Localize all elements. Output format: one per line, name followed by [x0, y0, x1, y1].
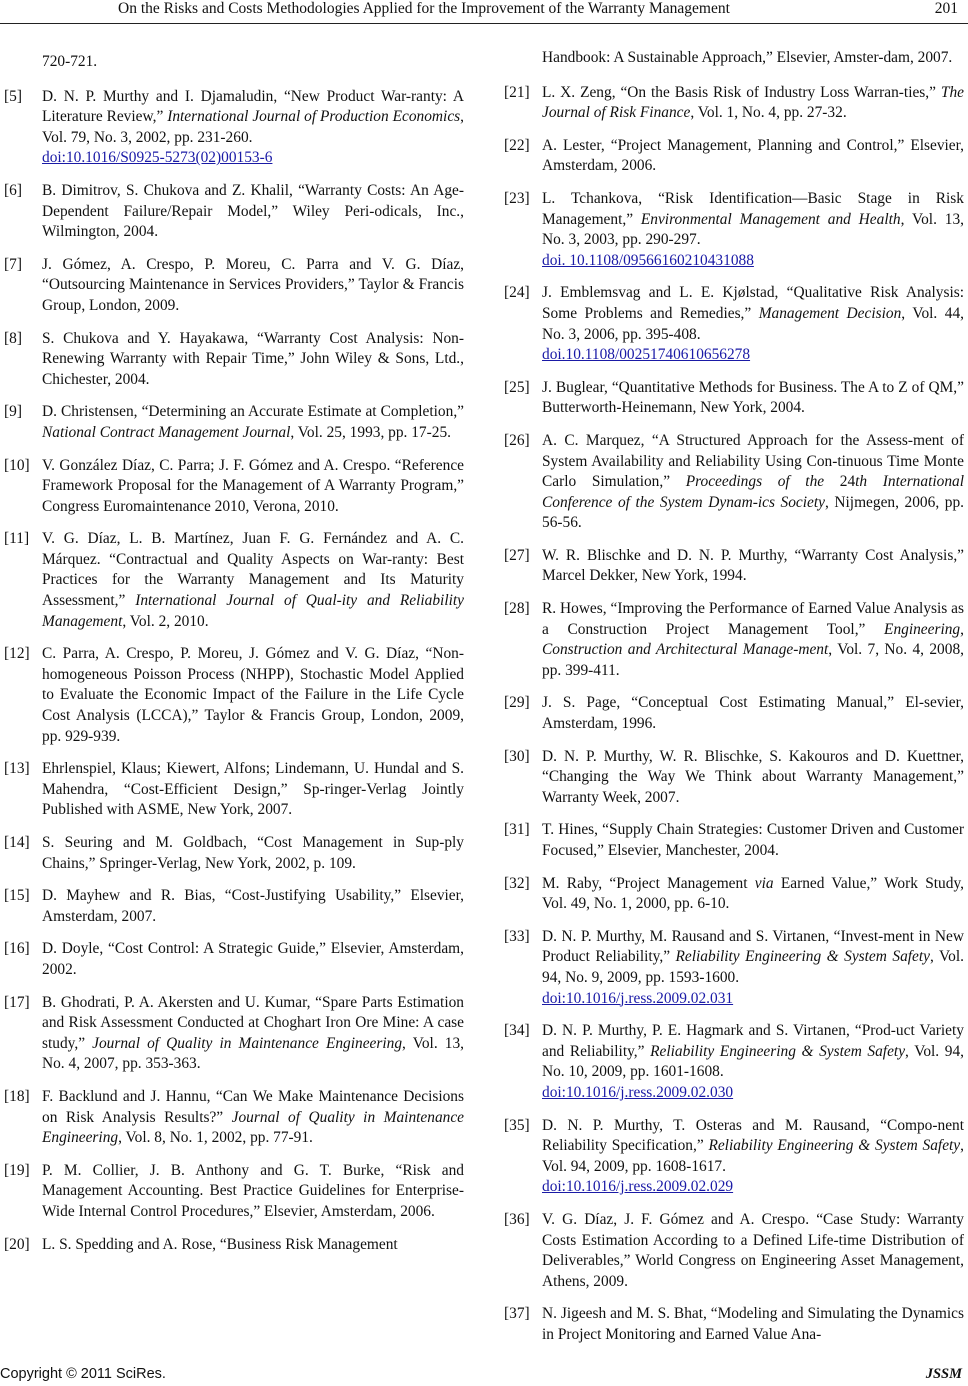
reference-text-segment: , Vol. 2, 2010.	[122, 612, 209, 630]
reference-text-segment: D. N. P. Murthy, P. E. Hagmark and S. Virtanen, “Prod-uct Variety and Reliability,”	[542, 1022, 964, 1060]
reference-number: [10]	[4, 456, 30, 474]
reference-text	[542, 1022, 964, 1080]
reference-text-segment: , Vol. 25, 1993, pp. 17-25.	[290, 423, 451, 441]
reference-number: [30]	[504, 747, 530, 765]
reference-text-segment: P. M. Collier, J. B. Anthony and G. T. Burke, “Risk and Management Accounting. Best Practice Guidelines for Enterprise-Wide Internal Control Procedures,” Elsevier, Amsterdam, 2006.	[42, 1161, 464, 1220]
reference-entry	[504, 48, 964, 69]
header-rule	[0, 23, 968, 24]
reference-entry	[4, 181, 464, 243]
reference-text	[42, 53, 97, 70]
reference-text-segment: D. N. P. Murthy, T. Osteras and M. Rausand, “Compo-nent Reliability Specification,”	[542, 1116, 964, 1155]
reference-number: [8]	[4, 329, 22, 347]
reference-number: [26]	[504, 431, 530, 449]
reference-text-segment: D. Christensen, “Determining an Accurate Estimate at Completion,”	[42, 403, 464, 421]
doi-link[interactable]: doi.10.1108/00251740610656278	[542, 346, 751, 364]
reference-text	[42, 256, 464, 314]
reference-text	[42, 457, 464, 515]
reference-entry	[504, 1116, 964, 1198]
reference-text-segment: J. Emblemsvag and L. E. Kjølstad, “Qualitative Risk Analysis: Some Problems and Remedies,”	[542, 284, 964, 322]
reference-text-segment: F. Backlund and J. Hannu, “Can We Make Maintenance Decisions on Risk Analysis Results?”	[42, 1087, 464, 1126]
reference-text-segment: J. Buglear, “Quantitative Methods for Business. The A to Z of QM,” Butterworth-Heinemann, New York, 2004.	[542, 378, 964, 417]
reference-text-segment: T. Hines, “Supply Chain Strategies: Customer Driven and Customer Focused,” Elsevier, Manchester, 2004.	[542, 821, 964, 859]
reference-number: [20]	[4, 1235, 30, 1253]
reference-number: [22]	[504, 136, 530, 154]
reference-entry	[504, 83, 964, 124]
reference-text	[42, 403, 464, 441]
reference-text-segment: D. Doyle, “Cost Control: A Strategic Guide,” Elsevier, Amsterdam, 2002.	[42, 940, 464, 978]
reference-text	[542, 821, 964, 859]
reference-text-segment: C. Parra, A. Crespo, P. Moreu, J. Gómez and V. G. Díaz, “Non-homogeneous Poisson Process (NHPP), Stochastic Model Applied to Evaluate the Economic Impact of the Failure in the Life Cycle Cost Analysis (LCCA),” Taylor & Francis Group, London, 2009, pp. 929-939.	[42, 645, 464, 745]
reference-text-segment: , Vol. 1, No. 4, pp. 27-32.	[690, 104, 847, 122]
reference-number: [7]	[4, 255, 22, 273]
reference-text-segment: , Vol. 94, No. 10, 2009, pp. 1601-1608.	[542, 1042, 964, 1081]
reference-number: [37]	[504, 1305, 530, 1323]
reference-text-segment: Handbook: A Sustainable Approach,” Elsevier, Amster-dam, 2007.	[542, 49, 953, 66]
doi-link[interactable]: doi:10.1016/j.ress.2009.02.030	[542, 1083, 734, 1101]
reference-number: [11]	[4, 530, 30, 548]
reference-text	[542, 379, 964, 417]
reference-text-segment: D. N. P. Murthy, W. R. Blischke, S. Kakouros and D. Kuettner, “Changing the Way We Think about Warranty Management,” Warranty Week, 2007.	[542, 747, 964, 806]
journal-abbrev: JSSM	[925, 1366, 962, 1382]
reference-text-segment: L. Tchankova, “Risk Identification—Basic Stage in Risk Management,”	[542, 189, 964, 228]
reference-text-segment: 24	[824, 473, 856, 491]
running-title: On the Risks and Costs Methodologies Applied for the Improvement of the Warranty Management	[118, 0, 730, 17]
reference-entry	[4, 456, 464, 518]
reference-text-segment: B. Dimitrov, S. Chukova and Z. Khalil, “Warranty Costs: An Age-Dependent Failure/Repair Model,” Wiley Peri-odicals, Inc., Wilmington, 2004.	[42, 181, 464, 241]
reference-text	[542, 137, 964, 175]
reference-text-segment: A. C. Marquez, “A Structured Approach for the Assess-ment of System Availability and Reliability Using Con-tinuous Time Monte Carlo Simulation,”	[542, 431, 964, 491]
reference-text	[42, 940, 464, 978]
reference-entry	[504, 874, 964, 915]
reference-text-segment: , Vol. 13, No. 4, 2007, pp. 353-363.	[42, 1034, 464, 1073]
reference-entry	[504, 820, 964, 861]
reference-entry	[4, 87, 464, 169]
reference-text	[42, 994, 464, 1073]
reference-text	[42, 760, 464, 818]
doi-link[interactable]: doi:10.1016/j.ress.2009.02.029	[542, 1178, 734, 1196]
reference-text-segment: J. S. Page, “Conceptual Cost Estimating Manual,” El-sevier, Amsterdam, 1996.	[542, 694, 964, 733]
reference-entry	[4, 1235, 464, 1256]
reference-text-segment: , Vol. 79, No. 3, 2002, pp. 231-260.	[42, 108, 465, 146]
doi-link[interactable]: doi:10.1016/j.ress.2009.02.031	[542, 989, 734, 1007]
reference-entry	[504, 283, 964, 365]
reference-entry	[4, 1087, 464, 1149]
reference-text-segment: , Vol. 7, No. 4, 2008, pp. 399-411.	[542, 641, 964, 679]
reference-number: [23]	[504, 189, 530, 207]
reference-italic-text: via	[754, 874, 774, 892]
reference-text-segment: M. Raby, “Project Management	[542, 874, 755, 892]
reference-number: [31]	[504, 821, 530, 839]
reference-italic-text: International Journal of Production Economics	[167, 108, 461, 126]
reference-text	[42, 88, 464, 146]
reference-text	[542, 190, 964, 248]
doi-link[interactable]: doi:10.1016/S0925-5273(02)00153-6	[42, 149, 273, 167]
reference-number: [5]	[4, 87, 22, 105]
references-left-column	[4, 52, 464, 1267]
reference-entry	[4, 402, 464, 443]
reference-text	[542, 284, 964, 342]
reference-text	[42, 645, 464, 744]
reference-number: [29]	[504, 694, 530, 712]
reference-text-segment: V. G. Díaz, L. B. Martínez, Juan F. G. Fernández and A. C. Márquez. “Contractual and Quality Aspects on War-ranty: Best Practices for the Warranty Management and Its Maturity Assessment,”	[42, 530, 464, 610]
reference-italic-text: Construction and Architectural Manage-ment	[542, 641, 829, 659]
reference-number: [25]	[504, 378, 530, 396]
reference-entry	[4, 833, 464, 874]
reference-italic-text: Reliability Engineering & System Safety	[708, 1137, 961, 1155]
reference-text-segment: , Nijmegen, 2006, pp. 56-56.	[542, 493, 965, 532]
reference-italic-text: Journal of Quality in Maintenance Engineering	[42, 1108, 465, 1147]
reference-italic-text: International Journal of Qual-ity and Reliability Management	[42, 592, 464, 630]
reference-text	[542, 1305, 964, 1343]
reference-text-segment: Ehrlenspiel, Klaus; Kiewert, Alfons; Lindemann, U. Hundal and S. Mahendra, “Cost-Efficient Design,” Sp-ringer-Verlag Jointly Published with ASME, New York, 2007.	[42, 760, 464, 819]
reference-text-segment: , Vol. 13, No. 3, 2003, pp. 290-297.	[542, 210, 964, 249]
reference-entry	[4, 529, 464, 632]
reference-entry	[504, 599, 964, 681]
reference-number: [15]	[4, 887, 30, 905]
reference-text	[542, 1117, 964, 1175]
reference-text	[542, 1211, 964, 1290]
reference-text-segment: N. Jigeesh and M. S. Bhat, “Modeling and Simulating the Dynamics in Project Monitoring and Earned Value Ana-	[542, 1305, 964, 1343]
reference-number: [6]	[4, 181, 22, 199]
reference-number: [14]	[4, 834, 30, 851]
reference-number: [24]	[504, 284, 530, 302]
reference-text-segment: L. X. Zeng, “On the Basis Risk of Industry Loss Warran-ties,”	[542, 83, 941, 101]
reference-text	[542, 875, 964, 913]
reference-text-segment: , Vol. 94, No. 9, 2009, pp. 1593-1600.	[542, 948, 964, 986]
reference-text	[542, 84, 964, 122]
reference-entry	[504, 189, 964, 271]
reference-text-segment: D. Mayhew and R. Bias, “Cost-Justifying Usability,” Elsevier, Amsterdam, 2007.	[42, 887, 464, 925]
reference-entry	[504, 378, 964, 419]
reference-text	[542, 928, 964, 986]
reference-text	[42, 530, 464, 629]
reference-italic-text: th International Conference of the System Dynam-ics Society	[542, 473, 964, 511]
reference-number: [32]	[504, 874, 530, 892]
reference-italic-text: Journal of Quality in Maintenance Engineering	[92, 1034, 403, 1052]
reference-text	[542, 694, 964, 732]
reference-number: [18]	[4, 1087, 30, 1105]
reference-entry	[4, 329, 464, 391]
reference-text	[42, 1088, 464, 1146]
reference-number: [36]	[504, 1210, 530, 1228]
reference-text	[542, 547, 964, 585]
reference-text	[42, 1236, 398, 1253]
reference-number: [17]	[4, 993, 30, 1011]
reference-text	[542, 432, 964, 531]
reference-entry	[4, 52, 464, 73]
reference-text-segment: J. Gómez, A. Crespo, P. Moreu, C. Parra and V. G. Díaz, “Outsourcing Maintenance in Services Providers,” Taylor & Francis Group, London, 2009.	[42, 255, 464, 314]
reference-text-segment: R. Howes, “Improving the Performance of Earned Value Analysis as a Construction Project Management Tool,”	[542, 600, 964, 638]
reference-entry	[504, 431, 964, 534]
reference-entry	[504, 546, 964, 587]
reference-entry	[504, 747, 964, 809]
reference-number: [34]	[504, 1022, 530, 1040]
reference-number: [13]	[4, 760, 30, 778]
page-number: 201	[934, 0, 958, 17]
reference-text-segment: , Vol. 94, 2009, pp. 1608-1617.	[542, 1137, 964, 1175]
reference-italic-text: Proceedings of the	[685, 473, 825, 491]
reference-number: [12]	[4, 645, 30, 663]
reference-text-segment: D. N. P. Murthy, M. Rausand and S. Virtanen, “Invest-ment in New Product Reliability,”	[542, 927, 964, 966]
reference-text	[542, 600, 964, 679]
reference-entry	[504, 1304, 964, 1345]
reference-text	[42, 1162, 464, 1220]
reference-entry	[4, 644, 464, 747]
reference-entry	[504, 1210, 964, 1292]
reference-text-segment: ,	[960, 620, 964, 638]
reference-entry	[4, 759, 464, 821]
running-header	[0, 0, 968, 22]
reference-number: [28]	[504, 600, 530, 618]
reference-text-segment: V. G. Díaz, J. F. Gómez and A. Crespo. “Case Study: Warranty Costs Estimation According to a Defined Life-time Distribution of Deliverables,” World Congress on Engineering Asset Management, Athens, 2009.	[542, 1210, 964, 1290]
reference-text-segment: W. R. Blischke and D. N. P. Murthy, “Warranty Cost Analysis,” Marcel Dekker, New York, 1994.	[542, 546, 964, 585]
reference-number: [19]	[4, 1161, 30, 1179]
reference-text-segment: D. N. P. Murthy and I. Djamaludin, “New Product War-ranty: A Literature Review,”	[42, 87, 464, 126]
reference-italic-text: National Contract Management Journal	[42, 423, 291, 441]
reference-text-segment: S. Seuring and M. Goldbach, “Cost Management in Sup-ply Chains,” Springer-Verlag, New York, 2002, p. 109.	[42, 834, 464, 872]
reference-number: [21]	[504, 83, 530, 101]
reference-text-segment: S. Chukova and Y. Hayakawa, “Warranty Cost Analysis: Non-Renewing Warranty with Repair Time,” John Wiley & Sons, Ltd., Chichester, 2004.	[42, 329, 464, 388]
reference-text	[542, 748, 964, 806]
references-right-column	[504, 48, 964, 1357]
reference-text-segment: B. Ghodrati, P. A. Akersten and U. Kumar, “Spare Parts Estimation and Risk Assessment Conducted at Choghart Iron Ore Mine: A case study,”	[42, 993, 464, 1052]
reference-entry	[4, 1161, 464, 1223]
reference-italic-text: Reliability Engineering & System Safety	[650, 1042, 906, 1060]
reference-entry	[504, 1021, 964, 1103]
doi-link[interactable]: doi. 10.1108/09566160210431088	[542, 251, 754, 269]
reference-text-segment: 720-721.	[42, 53, 98, 70]
reference-text-segment: Earned Value,” Work Study, Vol. 49, No. 1, 2000, pp. 6-10.	[542, 874, 964, 913]
reference-italic-text: Management Decision	[758, 304, 902, 322]
reference-text-segment: V. González Díaz, C. Parra; J. F. Gómez and A. Crespo. “Reference Framework Proposal for the Management of A Warranty Program,” Congress Euromaintenance 2010, Verona, 2010.	[42, 456, 464, 515]
reference-italic-text: Environmental Management and Health	[640, 210, 901, 228]
reference-text	[42, 182, 464, 240]
reference-text-segment: L. S. Spedding and A. Rose, “Business Risk Management	[42, 1235, 398, 1253]
reference-entry	[504, 693, 964, 734]
reference-entry	[4, 886, 464, 927]
reference-text	[42, 330, 464, 388]
reference-text-segment: , Vol. 8, No. 1, 2002, pp. 77-91.	[118, 1129, 313, 1147]
reference-number: [33]	[504, 927, 530, 945]
reference-number: [16]	[4, 940, 30, 958]
reference-entry	[4, 939, 464, 980]
reference-entry	[504, 136, 964, 177]
reference-entry	[504, 927, 964, 1009]
reference-text-segment: A. Lester, “Project Management, Planning and Control,” Elsevier, Amsterdam, 2006.	[542, 136, 964, 175]
reference-number: [35]	[504, 1116, 530, 1134]
reference-text	[542, 49, 952, 66]
reference-entry	[4, 993, 464, 1075]
reference-text	[42, 887, 464, 925]
reference-entry	[4, 255, 464, 317]
reference-number: [9]	[4, 403, 22, 421]
copyright-notice: Copyright © 2011 SciRes.	[0, 1366, 166, 1382]
reference-italic-text: Engineering	[884, 620, 961, 638]
reference-text-segment: , Vol. 44, No. 3, 2006, pp. 395-408.	[542, 304, 964, 343]
reference-italic-text: The Journal of Risk Finance	[542, 83, 964, 122]
reference-text	[42, 834, 464, 872]
reference-number: [27]	[504, 546, 530, 564]
reference-italic-text: Reliability Engineering & System Safety	[675, 948, 930, 966]
